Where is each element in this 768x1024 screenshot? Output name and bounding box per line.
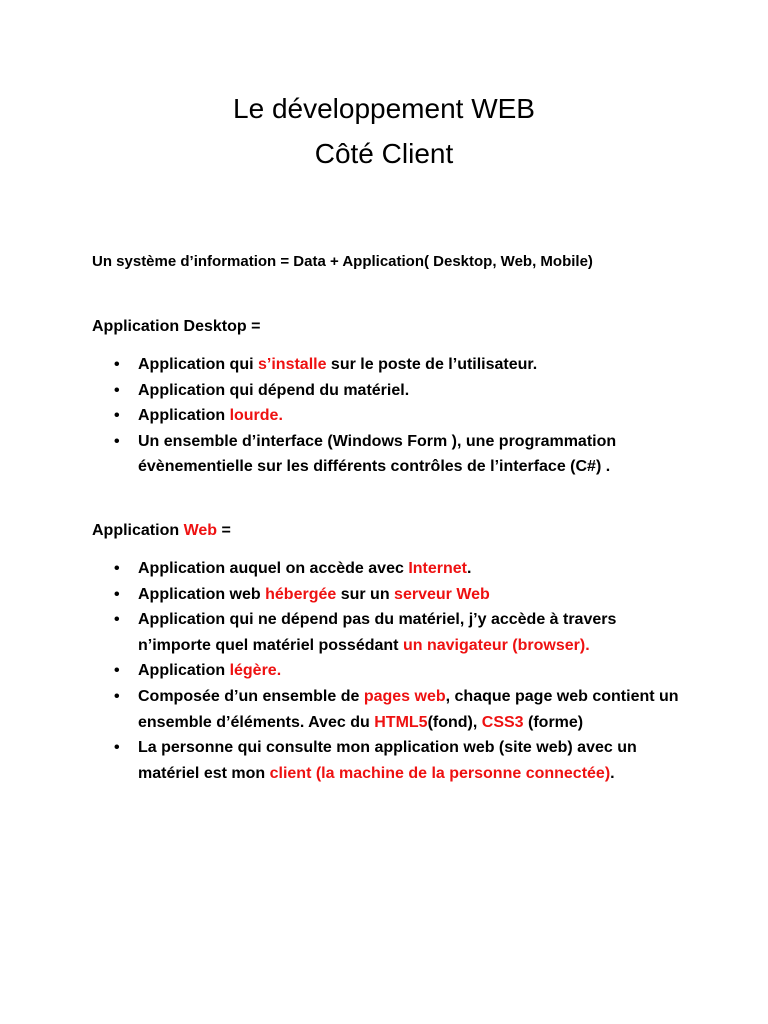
- web-heading: [92, 522, 231, 540]
- bullet-icon: •: [114, 407, 120, 425]
- bullet-icon: •: [114, 560, 120, 577]
- bullet-icon: •: [114, 739, 120, 757]
- bullet-icon: •: [114, 381, 120, 399]
- item-text: Application qui: [138, 356, 258, 373]
- list-item: [92, 429, 692, 480]
- item-text: sur un: [336, 585, 395, 603]
- highlight-text: serveur Web: [394, 585, 490, 603]
- item-text: .: [466, 560, 472, 577]
- title-line-2: Côté Client: [314, 138, 454, 169]
- item-text: Application qui dépend du matériel.: [138, 381, 410, 399]
- list-item: [92, 684, 692, 735]
- highlight-text: lourde.: [229, 407, 283, 425]
- item-text: La personne qui consulte mon application web (site web) avec un matériel est mon: [138, 739, 637, 782]
- item-text: Application auquel on accède avec: [138, 560, 409, 577]
- highlight-text: s’installe: [258, 356, 327, 373]
- highlight-text: un navigateur (browser).: [402, 636, 590, 654]
- item-text: , chaque page web contient un ensemble d’éléments. Avec du: [138, 687, 679, 731]
- web-list: [92, 556, 692, 786]
- bullet-icon: •: [114, 356, 120, 373]
- desktop-list: [92, 352, 692, 480]
- item-text: Un ensemble d’interface (Windows Form ), une programmation évènementielle sur les différents contrôles de l’interface (C#) .: [138, 432, 617, 476]
- item-text: Composée d’un ensemble de: [138, 687, 364, 705]
- highlight-text: CSS3: [481, 713, 524, 731]
- highlight-text: légère.: [229, 662, 282, 680]
- item-text: (fond),: [427, 713, 482, 731]
- bullet-icon: •: [114, 585, 120, 603]
- item-text: Application: [138, 662, 230, 680]
- highlight-text: HTML5: [374, 713, 428, 731]
- highlight-text: Web: [183, 522, 218, 539]
- highlight-text: client (la machine de la personne connectée): [269, 764, 611, 782]
- item-text: Application: [138, 407, 230, 425]
- item-text: (forme): [523, 713, 584, 731]
- highlight-text: hébergée: [265, 585, 337, 603]
- list-item: [92, 403, 692, 429]
- item-text: .: [610, 764, 615, 782]
- list-item: [92, 556, 692, 582]
- item-text: sur le poste de l’utilisateur.: [326, 356, 538, 373]
- title-line-1: Le développement WEB: [233, 93, 535, 124]
- bullet-icon: •: [114, 662, 120, 680]
- list-item: [92, 582, 692, 608]
- heading-text: =: [217, 522, 231, 539]
- list-item: [92, 735, 692, 786]
- list-item: [92, 607, 692, 658]
- bullet-icon: •: [114, 432, 120, 450]
- bullet-icon: •: [114, 687, 120, 705]
- bullet-icon: •: [114, 611, 120, 629]
- list-item: [92, 658, 692, 684]
- document-title: [0, 86, 768, 176]
- item-text: Application qui ne dépend pas du matériel, j’y accède à travers n’importe quel matériel possédant: [138, 611, 617, 654]
- heading-text: Application: [92, 522, 184, 539]
- desktop-heading: Application Desktop =: [92, 318, 261, 335]
- list-item: [92, 378, 692, 404]
- item-text: Application web: [138, 585, 266, 603]
- list-item: [92, 352, 692, 378]
- info-system-definition: Un système d’information = Data + Application( Desktop, Web, Mobile): [92, 253, 593, 270]
- highlight-text: pages web: [363, 687, 446, 705]
- highlight-text: Internet: [408, 560, 467, 577]
